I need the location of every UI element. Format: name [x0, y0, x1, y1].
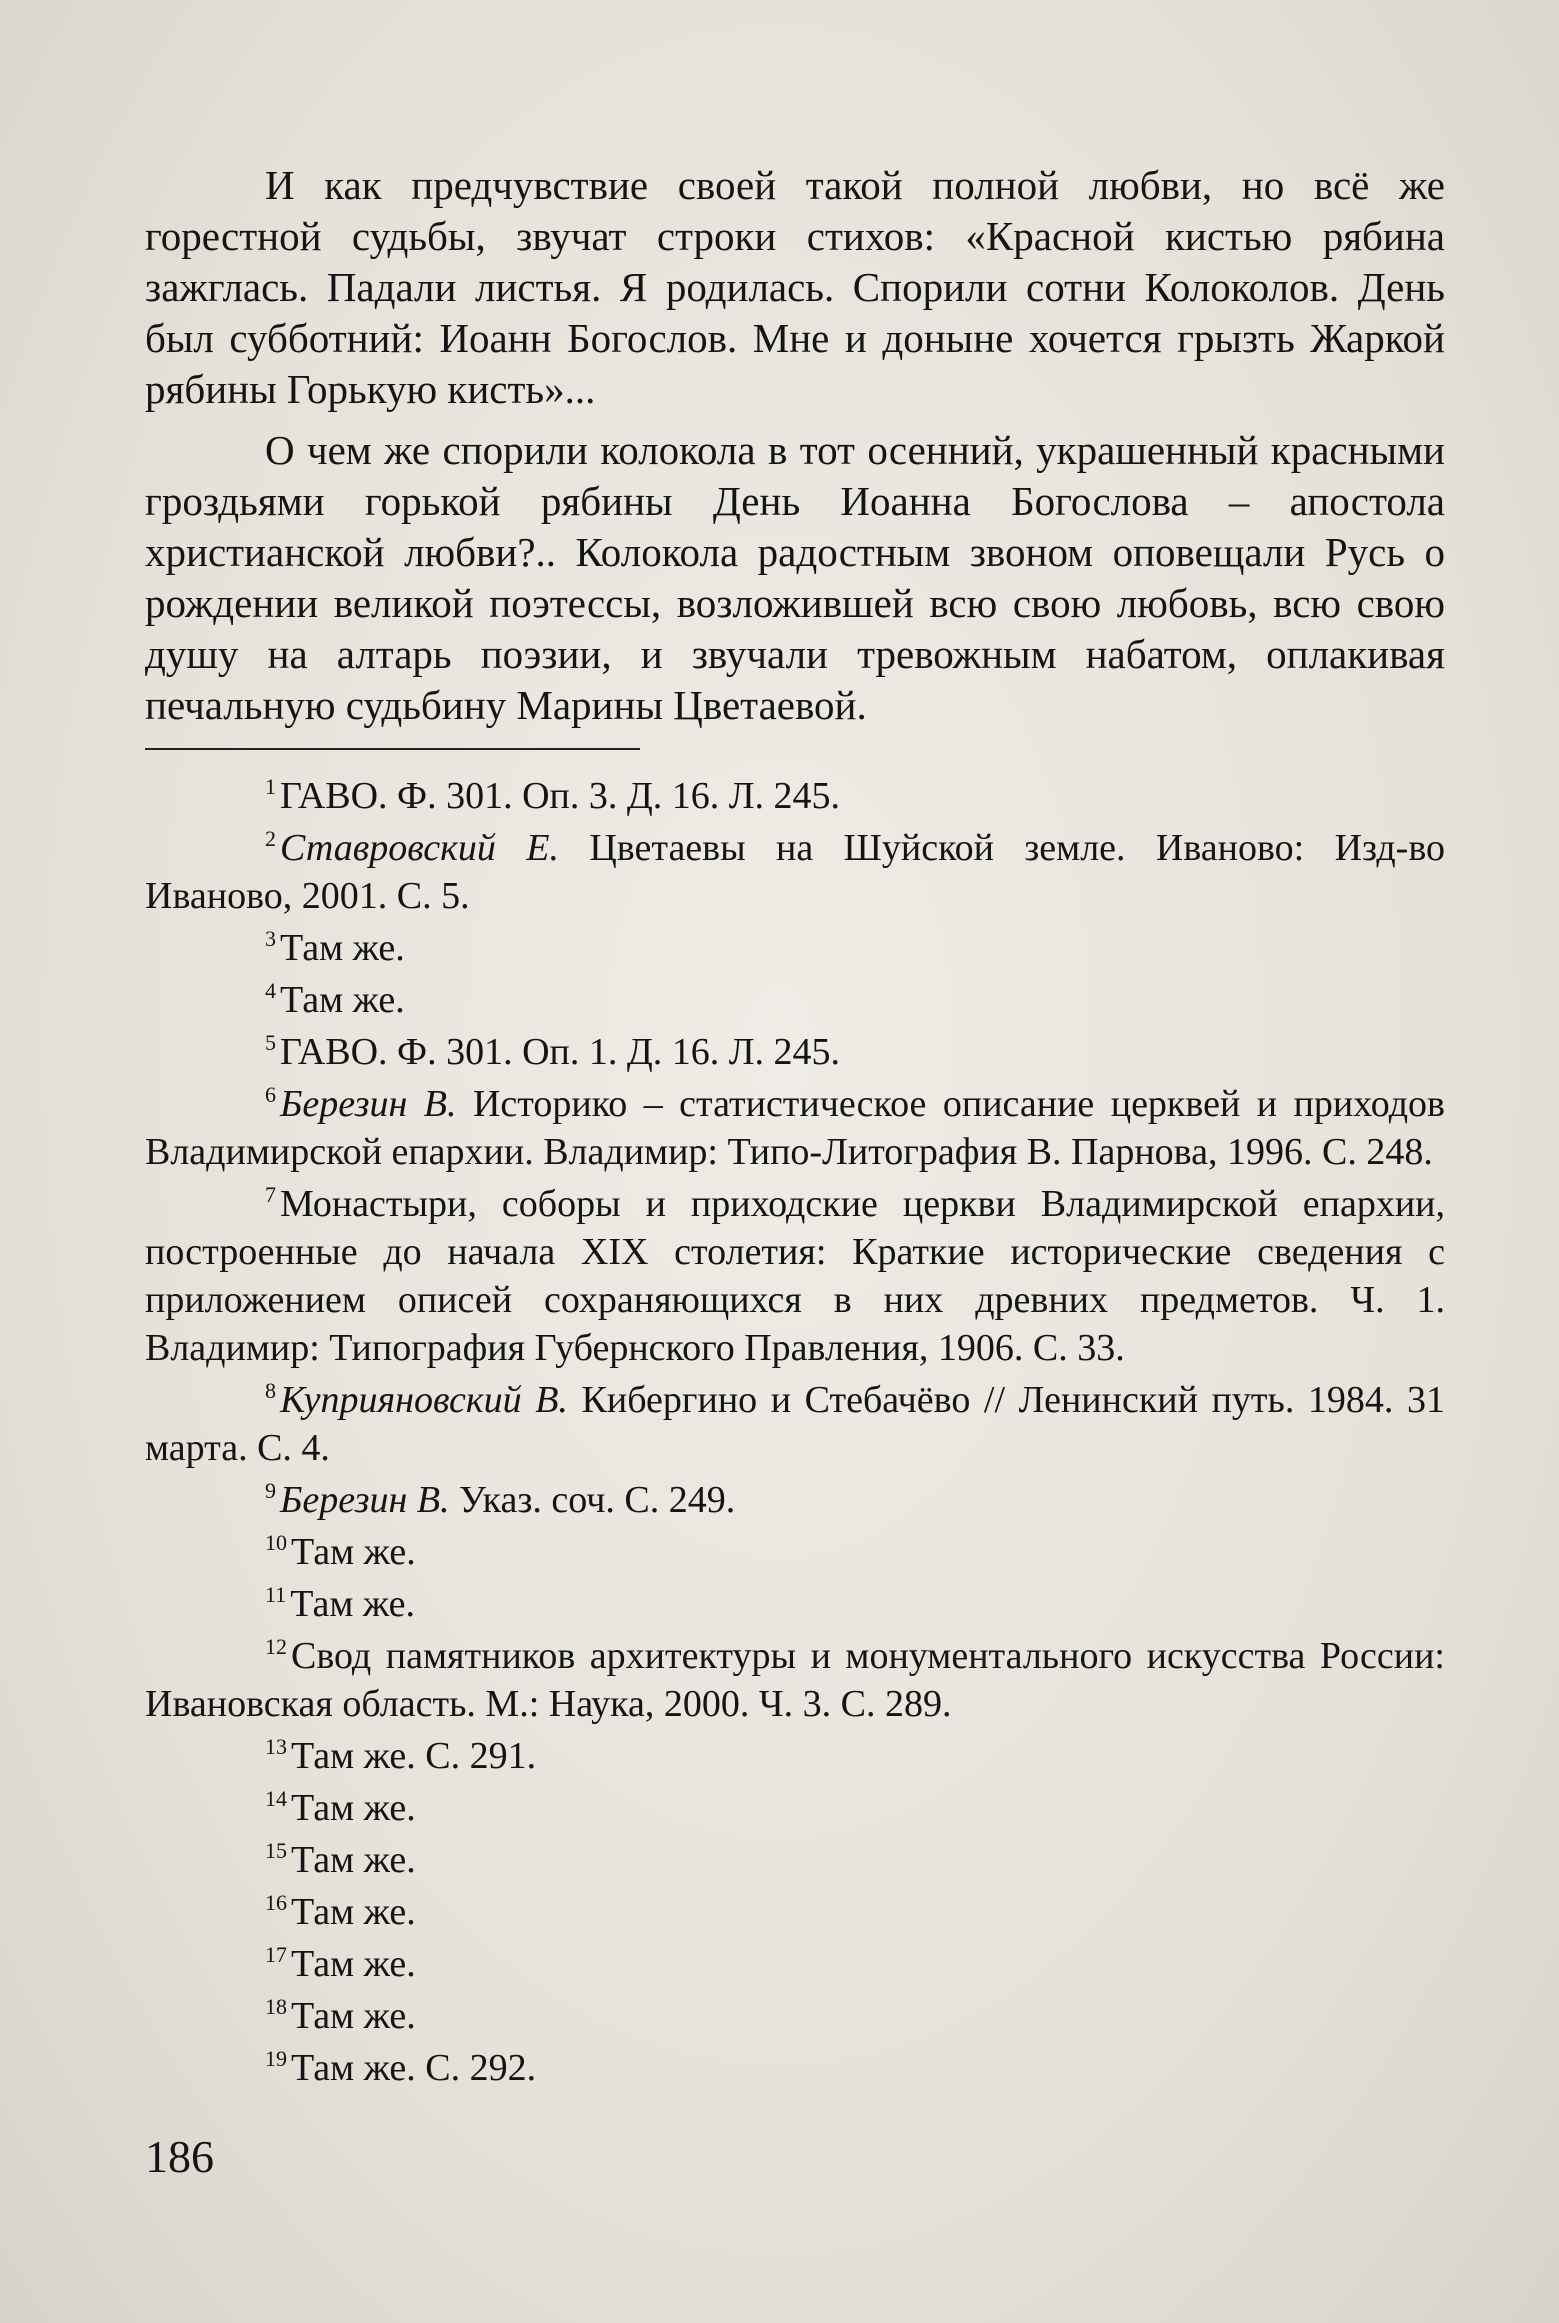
footnote-text: ГАВО. Ф. 301. Оп. 3. Д. 16. Л. 245. [280, 775, 841, 817]
footnote-number: 1 [265, 774, 276, 800]
footnote-number: 3 [265, 926, 276, 952]
footnote [145, 976, 1445, 1024]
footnote-text: Там же. [291, 1995, 416, 2037]
footnote-separator [145, 748, 640, 750]
footnote-text: Там же. [291, 1839, 416, 1881]
footnote-author: Ставровский Е. [280, 827, 559, 869]
footnote [145, 1180, 1445, 1372]
footnote [145, 1376, 1445, 1472]
footnote-text: Там же. [291, 1943, 416, 1985]
footnote [145, 1028, 1445, 1076]
footnote-text: Историко – статистическое описание церквей и приходов Владимирской епархии. Владимир: Типо-Литография В. Парнова, 1996. С. 248. [145, 1083, 1445, 1173]
footnote [145, 1476, 1445, 1524]
main-text [145, 160, 1445, 741]
footnotes [145, 772, 1445, 2096]
footnote-text: Кибергино и Стебачёво // Ленинский путь. 1984. 31 марта. С. 4. [145, 1379, 1446, 1469]
footnote [145, 1528, 1445, 1576]
footnote-text: Там же. С. 292. [291, 2047, 537, 2089]
footnote-text: Монастыри, соборы и приходские церкви Владимирской епархии, построенные до начала XIX столетия: Краткие исторические сведения с приложением описей сохраняющихся в них древних предметов. Ч. 1. Владимир: Типография Губернского Правления, 1906. С. 33. [145, 1183, 1445, 1369]
footnote-number: 19 [265, 2046, 287, 2072]
footnote-text: Там же. С. 291. [291, 1735, 537, 1777]
footnote-number: 9 [265, 1478, 276, 1504]
footnote-number: 10 [265, 1530, 287, 1556]
footnote-text: ГАВО. Ф. 301. Оп. 1. Д. 16. Л. 245. [280, 1031, 841, 1073]
footnote-text: Там же. [280, 979, 405, 1021]
footnote-number: 4 [265, 978, 276, 1004]
footnote [145, 824, 1445, 920]
footnote [145, 1940, 1445, 1988]
footnote-text: Свод памятников архитектуры и монументального искусства России: Ивановская область. М.: Наука, 2000. Ч. 3. С. 289. [145, 1635, 1445, 1725]
footnote [145, 2044, 1445, 2092]
paragraph-1: И как предчувствие своей такой полной любви, но всё же горестной судьбы, звучат строки стихов: «Красной кистью рябина зажглась. Падали листья. Я родилась. Спорили сотни Колоколов. День был субботний: Иоанн Богослов. Мне и доныне хочется грызть Жаркой рябины Горькую кисть»... [145, 162, 1445, 412]
footnote-number: 8 [265, 1378, 276, 1404]
footnote [145, 924, 1445, 972]
footnote-text: Там же. [291, 1787, 416, 1829]
footnote [145, 1784, 1445, 1832]
footnote-number: 11 [265, 1582, 287, 1608]
footnote-text: Там же. [280, 927, 405, 969]
footnote-text: Там же. [290, 1583, 415, 1625]
footnote-text: Указ. соч. С. 249. [459, 1479, 736, 1521]
footnote [145, 1580, 1445, 1628]
footnote-number: 17 [265, 1942, 287, 1968]
footnote-author: Березин В. [280, 1479, 450, 1521]
footnote-number: 13 [265, 1734, 287, 1760]
page-number: 186 [145, 2131, 214, 2182]
footnote [145, 772, 1445, 820]
footnote-number: 16 [265, 1890, 287, 1916]
footnote [145, 1632, 1445, 1728]
footnote-number: 2 [265, 826, 276, 852]
footnote-number: 5 [265, 1030, 276, 1056]
footnote-author: Березин В. [280, 1083, 457, 1125]
footnote-number: 6 [265, 1082, 276, 1108]
footnote-text: Цветаевы на Шуйской земле. Иваново: Изд-во Иваново, 2001. С. 5. [145, 827, 1446, 917]
footnote-text: Там же. [291, 1531, 416, 1573]
footnote-number: 15 [265, 1838, 287, 1864]
footnote [145, 1080, 1445, 1176]
footnote-text: Там же. [291, 1891, 416, 1933]
footnote-number: 7 [265, 1182, 276, 1208]
paragraph-2: О чем же спорили колокола в тот осенний, украшенный красными гроздьями горькой рябины День Иоанна Богослова – апостола христианской любви?.. Колокола радостным звоном оповещали Русь о рождении великой поэтессы, возложившей всю свою любовь, всю свою душу на алтарь поэзии, и звучали тревожным набатом, оплакивая печальную судьбину Марины Цветаевой. [145, 427, 1445, 728]
footnote-number: 12 [265, 1634, 287, 1660]
footnote [145, 1732, 1445, 1780]
footnote-author: Куприяновский В. [280, 1379, 568, 1421]
footnote [145, 1888, 1445, 1936]
footnote [145, 1992, 1445, 2040]
footnote-number: 18 [265, 1994, 287, 2020]
footnote [145, 1836, 1445, 1884]
footnote-number: 14 [265, 1786, 287, 1812]
